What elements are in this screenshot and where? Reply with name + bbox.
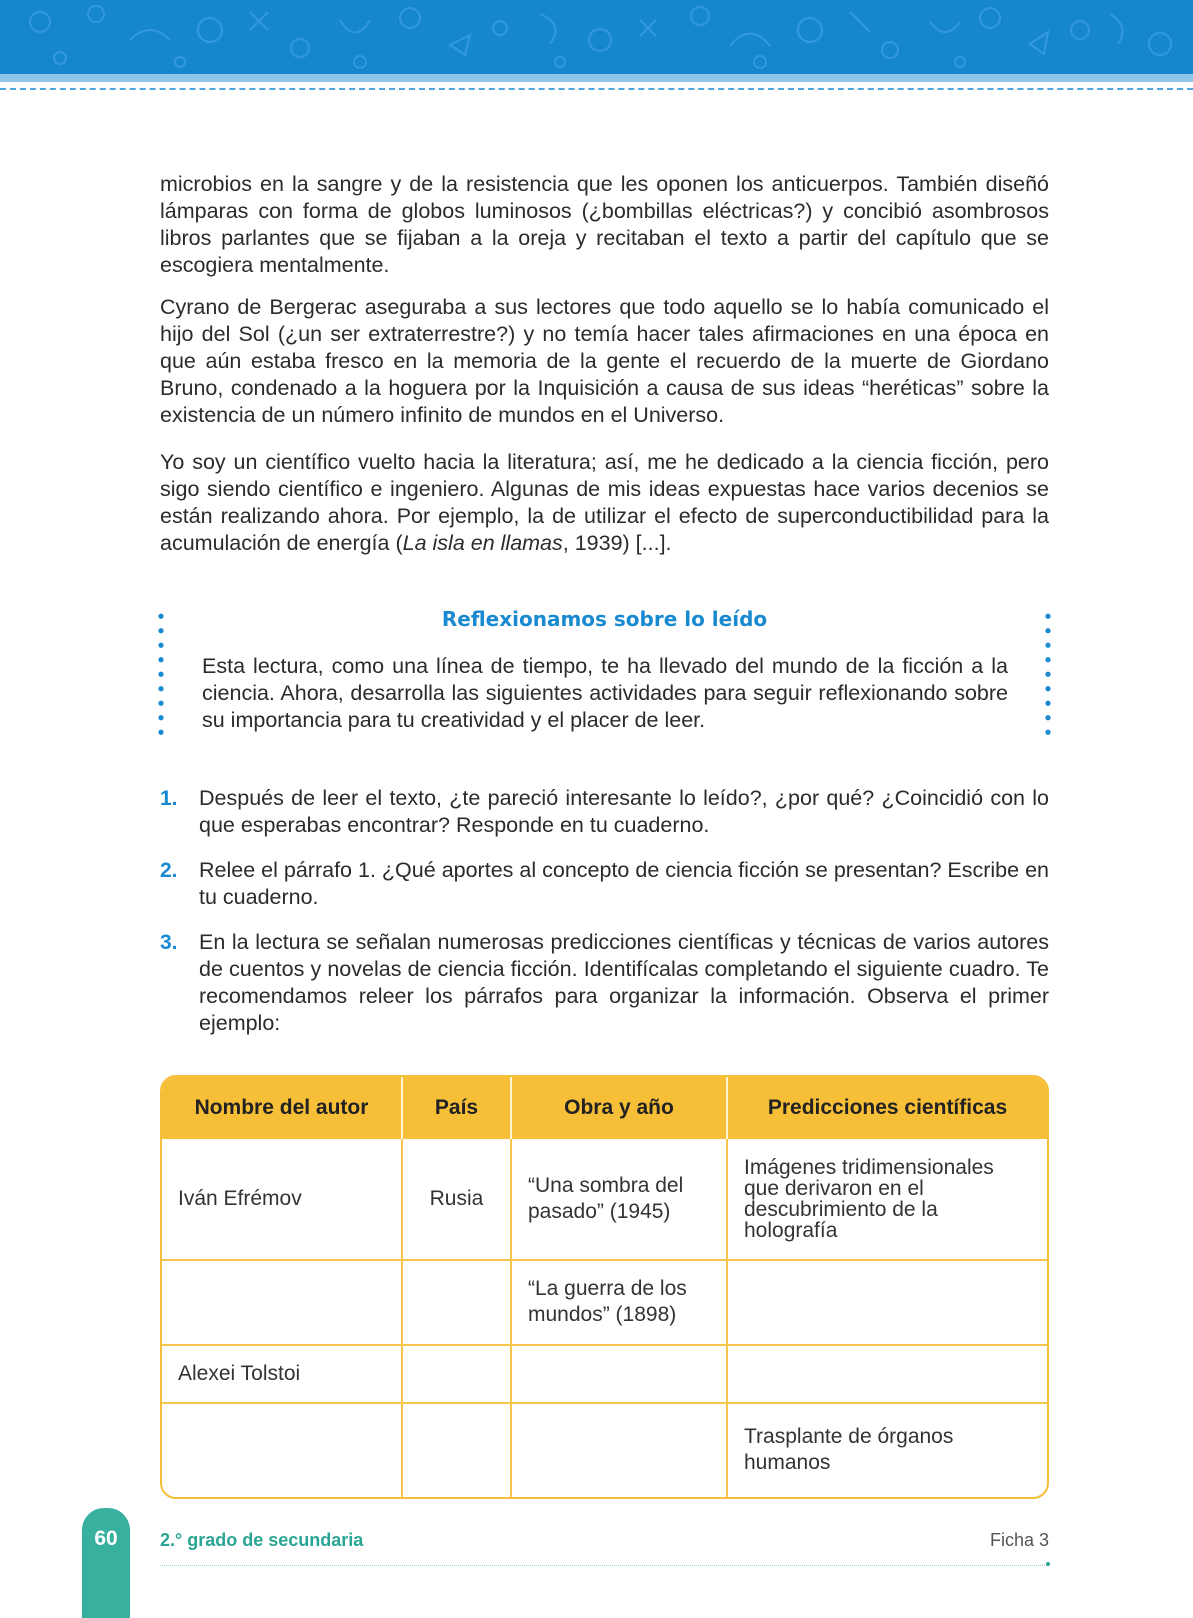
cell-country: Rusia — [402, 1139, 511, 1260]
reflection-text: Esta lectura, como una línea de tiempo, te ha llevado del mundo de la ficción a la ciencia. Ahora, desarrolla las siguientes actividades para seguir reflexionando sobre su importancia para tu creatividad y el placer de leer. — [202, 654, 1008, 732]
cell-work: “La guerra de los mundos” (1898) — [511, 1260, 727, 1344]
page-number-tab — [82, 1508, 130, 1618]
header-divider — [0, 88, 1193, 90]
book-title: La isla en llamas — [402, 531, 563, 555]
question-number: 3. — [160, 931, 178, 954]
cell-country[interactable] — [402, 1345, 511, 1403]
reflection-title: Reflexionamos sobre lo leído — [441, 607, 768, 631]
cell-prediction[interactable] — [727, 1260, 1047, 1344]
paragraph-3-text: Yo soy un científico vuelto hacia la literatura; así, me he dedicado a la ciencia ficción, pero sigo siendo científico e ingeniero. Algunas de mis ideas expuestas hace varios decenios se están realizando ahora. Por ejemplo, la de utilizar el efecto de superconductibilidad para la acumulación de energía ( — [160, 450, 1049, 555]
question-number: 2. — [160, 859, 178, 882]
paragraph-1: microbios en la sangre y de la resistencia que les oponen los anticuerpos. También diseñó lámparas con forma de globos luminosos (¿bombillas eléctricas?) y concibió asombrosos libros parlantes que se fijaban a la oreja y recitaban el texto a partir del capítulo que se escogiera mentalmente. — [160, 172, 1049, 277]
table-row — [162, 1139, 1047, 1260]
footer-divider — [160, 1565, 1049, 1566]
cell-country[interactable] — [402, 1403, 511, 1497]
cell-author[interactable] — [162, 1260, 402, 1344]
predictions-table — [160, 1075, 1049, 1499]
question-text: Relee el párrafo 1. ¿Qué aportes al concepto de ciencia ficción se presentan? Escribe en tu cuaderno. — [199, 858, 1049, 909]
cell-country[interactable] — [402, 1260, 511, 1344]
question-number: 1. — [160, 787, 178, 810]
cell-work: “Una sombra del pasado” (1945) — [511, 1139, 727, 1260]
cell-author[interactable] — [162, 1403, 402, 1497]
cell-work[interactable] — [511, 1403, 727, 1497]
reflection-box — [158, 605, 1051, 737]
question-text: En la lectura se señalan numerosas predicciones científicas y técnicas de varios autores de cuentos y novelas de ciencia ficción. Identifícalas completando el siguiente cuadro. Te recomendamos releer los párrafos para organizar la información. Observa el primer ejemplo: — [199, 930, 1049, 1035]
table-row — [162, 1345, 1047, 1403]
question-text: Después de leer el texto, ¿te pareció interesante lo leído?, ¿por qué? ¿Coincidió con lo que esperabas encontrar? Responde en tu cuaderno. — [199, 786, 1049, 837]
cell-work[interactable] — [511, 1345, 727, 1403]
cell-author: Iván Efrémov — [162, 1139, 402, 1260]
table-row — [162, 1403, 1047, 1497]
header-country: País — [402, 1077, 511, 1139]
ficha-label: Ficha 3 — [989, 1530, 1049, 1550]
header-author: Nombre del autor — [162, 1077, 402, 1139]
paragraph-3 — [160, 449, 1049, 557]
header-banner — [0, 0, 1193, 74]
grade-label: 2.° grado de secundaria — [160, 1530, 364, 1550]
footer-dot — [1046, 1562, 1050, 1566]
paragraph-3-end: , 1939) [...]. — [562, 531, 672, 555]
cell-prediction: Trasplante de órganos humanos — [744, 1425, 954, 1475]
cell-author: Alexei Tolstoi — [162, 1345, 402, 1403]
page-number: 60 — [94, 1527, 118, 1550]
header-work: Obra y año — [511, 1077, 727, 1139]
banner-strip — [0, 74, 1193, 82]
doodle-pattern — [0, 0, 1193, 74]
table-row — [162, 1260, 1047, 1344]
paragraph-2: Cyrano de Bergerac aseguraba a sus lectores que todo aquello se lo había comunicado el hijo del Sol (¿un ser extraterrestre?) y no temía hacer tales afirmaciones en una época en que aún estaba fresco en la memoria de la gente el recuerdo de la muerte de Giordano Bruno, condenado a la hoguera por la Inquisición a causa de sus ideas “heréticas” sobre la existencia de un número infinito de mundos en el Universo. — [160, 295, 1049, 427]
table-header-row — [162, 1077, 1047, 1139]
cell-prediction: Imágenes tridimensionales que derivaron en el descubrimiento de la holografía — [727, 1139, 1047, 1260]
header-predictions: Predicciones científicas — [727, 1077, 1047, 1139]
cell-prediction[interactable] — [727, 1345, 1047, 1403]
